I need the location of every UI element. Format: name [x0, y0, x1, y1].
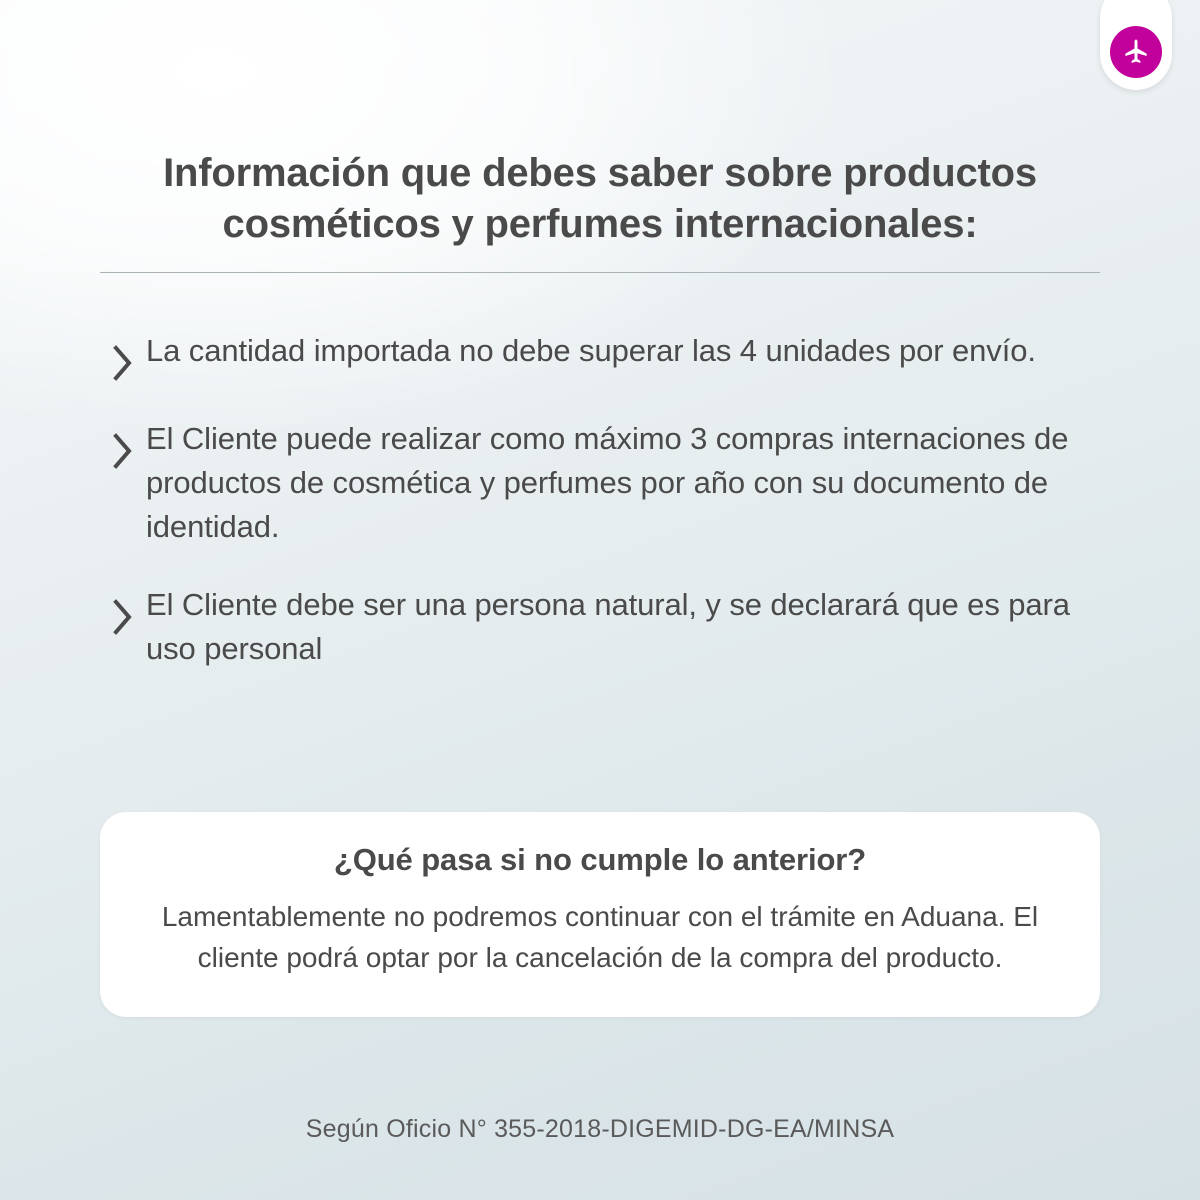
panel-title: ¿Qué pasa si no cumple lo anterior? [333, 842, 867, 877]
list-item [100, 583, 1100, 671]
footnote: Según Oficio N° 355-2018-DIGEMID-DG-EA/MINSA [305, 1115, 895, 1143]
page-title-line2: cosméticos y perfumes internacionales: [222, 202, 978, 247]
list-item-text: El Cliente debe ser una persona natural, y se declarará que es para uso personal [146, 587, 1070, 667]
title-divider [100, 272, 1100, 273]
page-title-line1: Información que debes saber sobre productos [163, 151, 1037, 195]
consequence-panel [100, 812, 1100, 1017]
list-item [100, 417, 1100, 549]
chevron-right-icon [100, 583, 146, 637]
chevron-right-icon [100, 417, 146, 471]
panel-body: Lamentablemente no podremos continuar con el trámite en Aduana. El cliente podrá optar por la cancelación de la compra del producto. [161, 901, 1039, 974]
list-item-text: El Cliente puede realizar como máximo 3 compras internaciones de productos de cosmética y perfumes por año con su documento de identidad. [146, 421, 1069, 545]
page-title [100, 0, 1100, 250]
list-item-text: La cantidad importada no debe superar las 4 unidades por envío. [146, 333, 1036, 369]
list-item [100, 329, 1100, 383]
chevron-right-icon [100, 329, 146, 383]
bullet-list [100, 329, 1100, 671]
